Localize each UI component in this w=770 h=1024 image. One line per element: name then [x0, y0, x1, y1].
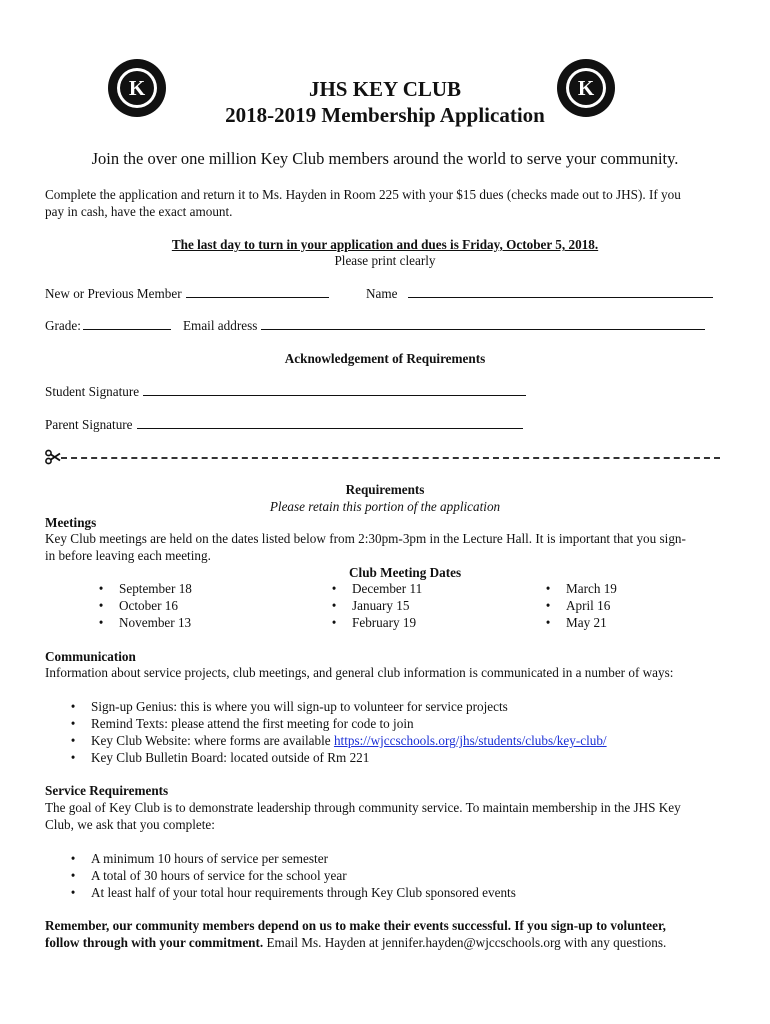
dates-column-3 [538, 580, 617, 631]
dates-column-1 [91, 580, 192, 631]
instructions-line1: Complete the application and return it to Ms. Hayden in Room 225 with your $15 dues (checks made out to JHS). If you [45, 187, 681, 202]
deadline-text: The last day to turn in your application and dues is Friday, October 5, 2018. [171, 237, 599, 252]
list-item: • Remind Texts: please attend the first meeting for code to join [70, 716, 414, 731]
closing-bold: follow through with your commitment. [45, 935, 264, 950]
list-item: • March 19 [545, 581, 617, 596]
parent-sig-label: Parent Signature [45, 417, 133, 432]
grade-field[interactable] [45, 318, 171, 334]
member-field[interactable] [45, 286, 329, 302]
closing-line2 [45, 934, 745, 952]
list-item: • Sign-up Genius: this is where you will sign-up to volunteer for service projects [70, 699, 508, 714]
key-club-website-link[interactable]: https://wjccschools.org/jhs/students/clubs/key-club/ [333, 733, 607, 748]
list-item: • A total of 30 hours of service for the school year [70, 868, 347, 883]
dates-heading: Club Meeting Dates [349, 565, 462, 580]
meetings-text-line2: in before leaving each meeting. [45, 548, 211, 563]
student-signature-field[interactable] [45, 384, 526, 400]
email-field[interactable] [183, 318, 705, 334]
dates-column-2 [324, 580, 422, 631]
scissors-icon [45, 449, 61, 465]
student-sig-label: Student Signature [45, 384, 140, 399]
list-item: • October 16 [98, 598, 178, 613]
list-item: • Key Club Website: where forms are available https://wjccschools.org/jhs/students/clubs/key-club/ [70, 733, 607, 748]
name-field[interactable] [366, 286, 713, 302]
list-item: • Key Club Bulletin Board: located outside of Rm 221 [70, 750, 370, 765]
dashed-divider [61, 457, 720, 459]
list-item: • December 11 [331, 581, 423, 596]
list-item: • A minimum 10 hours of service per semester [70, 851, 328, 866]
name-line[interactable] [408, 286, 713, 298]
email-line[interactable] [261, 318, 705, 330]
student-sig-line[interactable] [143, 384, 526, 396]
communication-heading: Communication [45, 649, 136, 664]
email-label: Email address [183, 318, 258, 333]
parent-sig-line[interactable] [137, 417, 523, 429]
parent-signature-field[interactable] [45, 417, 523, 433]
name-label: Name [366, 286, 398, 301]
print-note: Please print clearly [334, 253, 436, 268]
cut-line [45, 449, 720, 465]
logo-letter: K [128, 76, 146, 100]
list-item: • At least half of your total hour requirements through Key Club sponsored events [70, 885, 516, 900]
list-item: • February 19 [331, 615, 417, 630]
contact-text: Email Ms. Hayden at jennifer.hayden@wjccschools.org with any questions. [263, 935, 667, 950]
requirements-subheading: Please retain this portion of the application [269, 499, 501, 514]
communication-text: Information about service projects, club meetings, and general club information is communicated in a number of ways: [45, 665, 674, 680]
list-item: • September 18 [98, 581, 192, 596]
list-item: • November 13 [98, 615, 192, 630]
closing-line1: Remember, our community members depend on us to make their events successful. If you sign-up to volunteer, [45, 918, 666, 933]
logo-letter: K [577, 76, 595, 100]
grade-line[interactable] [83, 318, 171, 330]
join-text: Join the over one million Key Club members around the world to serve your community. [91, 149, 679, 168]
service-heading: Service Requirements [45, 783, 169, 798]
meetings-text-line1: Key Club meetings are held on the dates listed below from 2:30pm-3pm in the Lecture Hall. It is important that you sign- [45, 531, 686, 546]
list-item: • January 15 [331, 598, 410, 613]
ack-heading: Acknowledgement of Requirements [284, 351, 486, 366]
list-item: • April 16 [545, 598, 611, 613]
communication-list [63, 698, 607, 766]
requirements-heading: Requirements [345, 482, 425, 497]
member-line[interactable] [186, 286, 329, 298]
list-item: • May 21 [545, 615, 607, 630]
page-subtitle: 2018-2019 Membership Application [225, 103, 545, 127]
service-text-line2: Club, we ask that you complete: [45, 817, 215, 832]
member-label: New or Previous Member [45, 286, 182, 301]
service-text-line1: The goal of Key Club is to demonstrate leadership through community service. To maintain membership in the JHS Key [45, 800, 681, 815]
grade-label: Grade: [45, 318, 81, 333]
meetings-heading: Meetings [45, 515, 97, 530]
page-title: JHS KEY CLUB [308, 77, 462, 101]
service-list [63, 850, 516, 901]
instructions-line2: pay in cash, have the exact amount. [45, 204, 233, 219]
